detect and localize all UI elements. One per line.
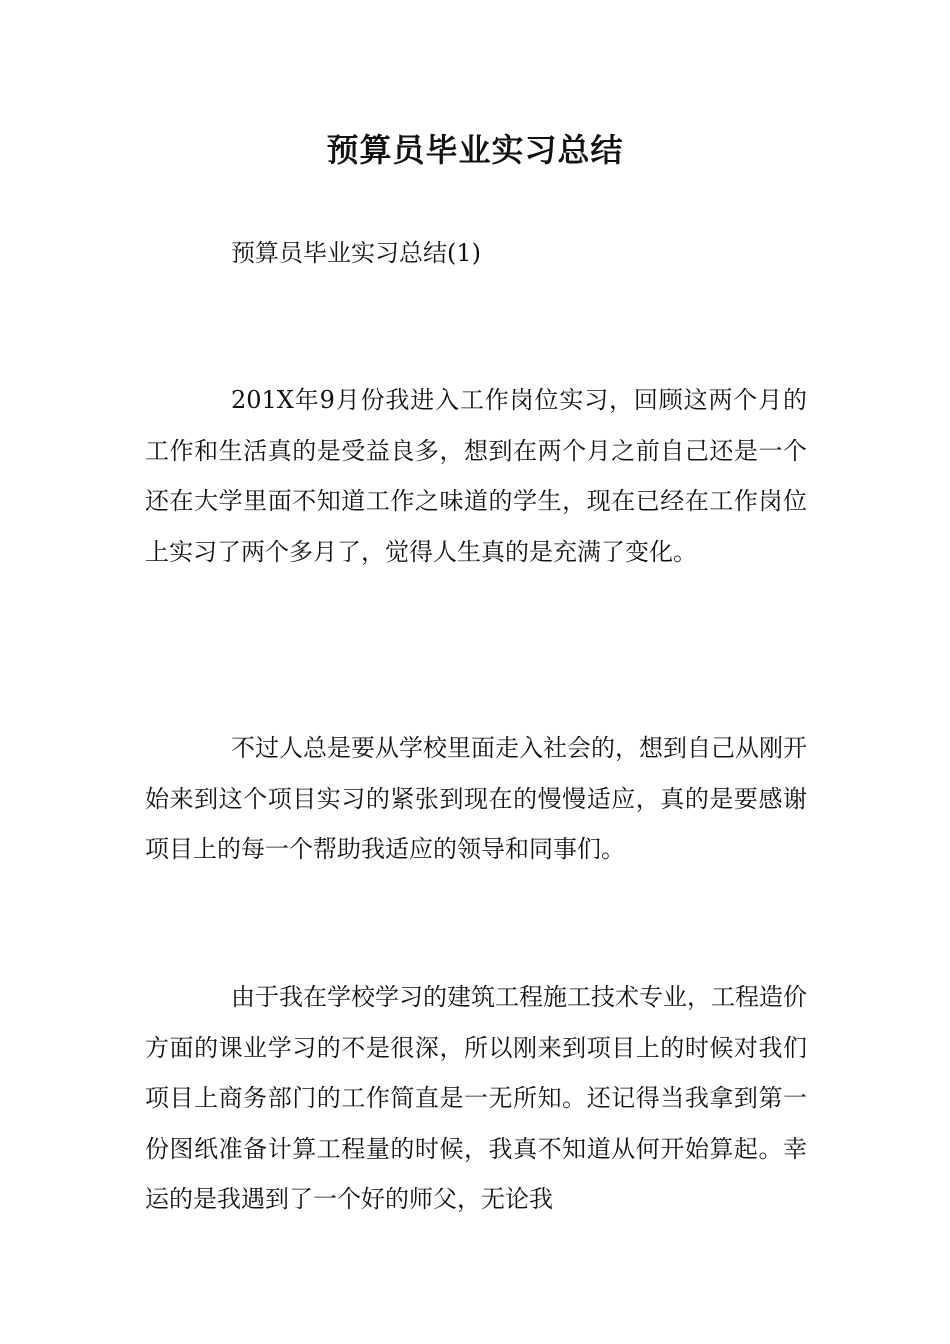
section-heading: 预算员毕业实习总结(1) [231,239,481,267]
paragraph-3: 由于我在学校学习的建筑工程施工技术专业，工程造价方面的课业学习的不是很深，所以刚来到项目上的时候对我们项目上商务部门的工作简直是一无所知。还记得当我拿到第一份图纸准备计算工程量的时候，我真不知道从何开始算起。幸运的是我遇到了一个好的师父，无论我 [145,983,807,1214]
paragraph-1: 201X年9月份我进入工作岗位实习，回顾这两个月的工作和生活真的是受益良多，想到在两个月之前自己还是一个还在大学里面不知道工作之味道的学生，现在已经在工作岗位上实习了两个多月了，觉得人生真的是充满了变化。 [145,386,807,566]
document-title: 预算员毕业实习总结 [326,131,624,169]
paragraph-2: 不过人总是要从学校里面走入社会的，想到自己从刚开始来到这个项目实习的紧张到现在的慢慢适应，真的是要感谢项目上的每一个帮助我适应的领导和同事们。 [145,734,807,864]
